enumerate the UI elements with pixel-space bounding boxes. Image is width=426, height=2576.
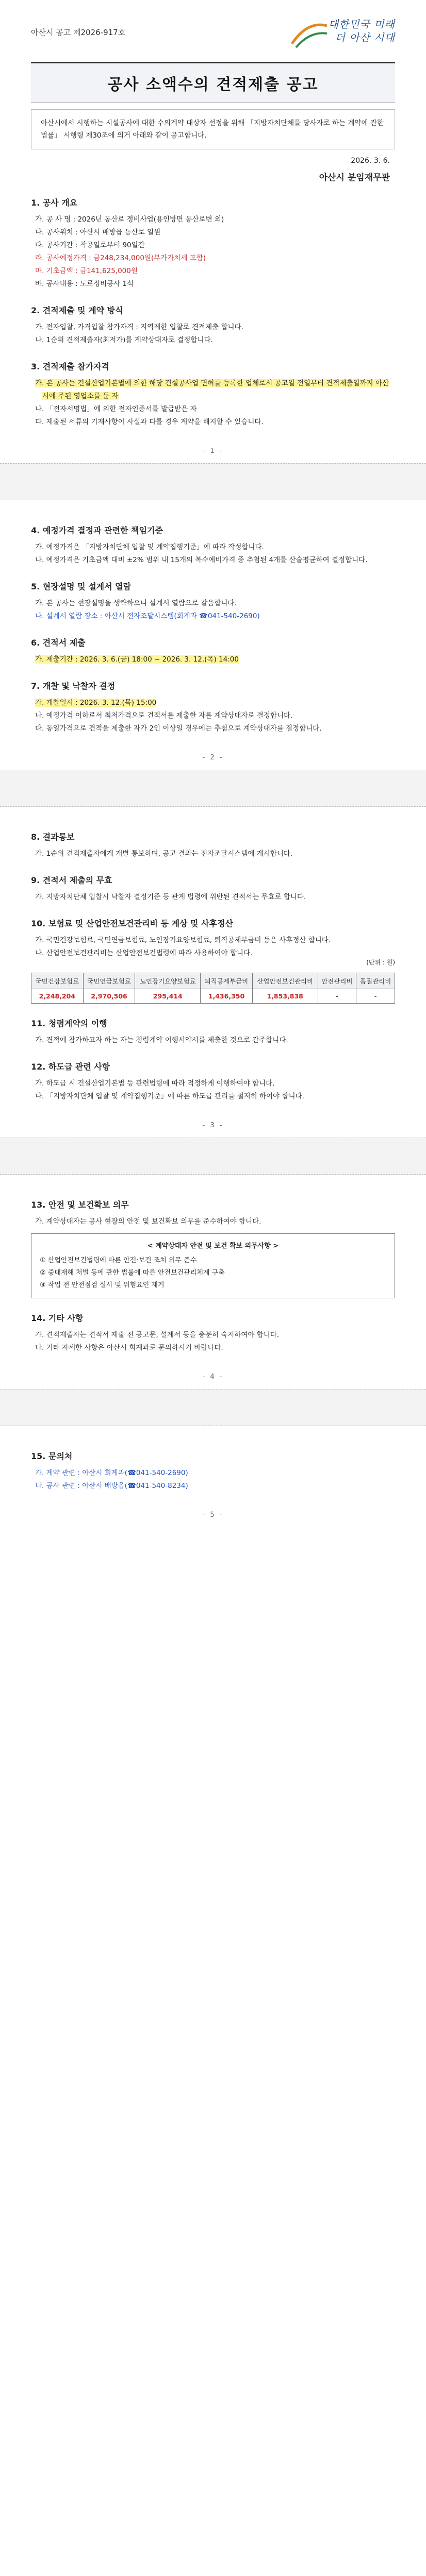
page-number: - 4 - — [202, 1373, 224, 1381]
table-header-cell: 퇴직공제부금비 — [201, 973, 253, 989]
section-10-item: 가. 국민건강보험료, 국민연금보험료, 노인장기요양보험료, 퇴직공제부금비 등은 사후정산 합니다. — [35, 936, 331, 944]
table-header-row — [31, 973, 395, 989]
section-11-title: 11. 청렴계약의 이행 — [31, 1019, 107, 1028]
section-1-item: 가. 공 사 명 : 2026년 동산로 정비사업(용인방면 동산로변 외) — [35, 215, 224, 224]
page-number: - 2 - — [202, 754, 224, 761]
page-divider — [0, 1138, 426, 1175]
section-6-title: 6. 견적서 제출 — [31, 638, 86, 648]
section-1-item: 나. 공사위치 : 아산시 배방읍 동산로 일원 — [35, 228, 161, 236]
section-12-title: 12. 하도급 관련 사항 — [31, 1062, 110, 1072]
section-2-title: 2. 견적제출 및 계약 방식 — [31, 306, 123, 315]
section-9-item: 가. 지방자치단체 입찰시 낙찰자 결정기준 등 관계 법령에 위반된 견적서는 무효로 합니다. — [35, 893, 306, 901]
section-12-item: 가. 하도급 시 건설산업기본법 등 관련법령에 따라 적정하게 이행하여야 합니다. — [35, 1079, 275, 1088]
section-10-title: 10. 보험료 및 산업안전보건관리비 등 계상 및 사후정산 — [31, 919, 233, 928]
section-14-item: 가. 견적제출자는 견적서 제출 전 공고문, 설계서 등을 충분히 숙지하여야 합니다. — [35, 1331, 280, 1339]
section-7-item: 나. 예정가격 이하로서 최저가격으로 견적서를 제출한 자를 계약상대자로 결정합니다. — [35, 711, 293, 720]
section-3-item: 나. 「전자서명법」에 의한 전자인증서를 발급받은 자 — [35, 405, 197, 413]
notice-date: 2026. 3. 6. — [351, 157, 390, 165]
section-3-title: 3. 견적제출 참가자격 — [31, 362, 109, 371]
table-header-cell: 노인장기요양보험료 — [135, 973, 201, 989]
city-logo — [287, 15, 395, 52]
section-2-item: 나. 1순위 견적제출자(최저가)를 계약상대자로 결정합니다. — [35, 336, 213, 344]
table-cell: 1,853,838 — [252, 989, 318, 1004]
table-cell: - — [356, 989, 395, 1004]
section-5-item: 가. 본 공사는 현장설명을 생략하오니 설계서 열람으로 갈음합니다. — [35, 599, 237, 607]
page-number: - 1 - — [202, 447, 224, 455]
safety-box-line: ① 산업안전보건법령에 따른 안전·보건 조치 의무 준수 — [40, 1257, 197, 1264]
section-12-item: 나. 「지방자치단체 입찰 및 계약집행기준」에 따른 하도급 관리를 철저히 하여야 합니다. — [35, 1092, 304, 1100]
table-cell: 1,436,350 — [201, 989, 253, 1004]
section-8-title: 8. 결과통보 — [31, 832, 75, 842]
safety-box-title: < 계약상대자 안전 및 보건 확보 의무사항 > — [147, 1242, 279, 1250]
section-5-item: 나. 설계서 열람 장소 : 아산시 전자조달시스템(회계과 ☎041-540-2690) — [35, 612, 260, 620]
section-1-item: 마. 기초금액 : 금141,625,000원 — [35, 267, 138, 275]
section-13-title: 13. 안전 및 보건확보 의무 — [31, 1200, 129, 1210]
section-15-item: 가. 계약 관련 : 아산시 회계과(☎041-540-2690) — [35, 1469, 188, 1477]
page-number: - 3 - — [202, 1122, 224, 1129]
safety-box-line: ③ 작업 전 안전점검 실시 및 위험요인 제거 — [40, 1281, 165, 1289]
table-cell: 295,414 — [135, 989, 201, 1004]
table-header-cell: 산업안전보건관리비 — [252, 973, 318, 989]
section-1-item: 바. 공사내용 : 도로정비공사 1식 — [35, 280, 134, 288]
issuer: 아산시 분임재무관 — [319, 173, 390, 183]
section-4-title: 4. 예정가격 결정과 관련한 책임기준 — [31, 526, 163, 535]
section-4-item: 나. 예정가격은 기초금액 대비 ±2% 범위 내 15개의 복수예비가격 중 추첨된 4개를 산술평균하여 결정합니다. — [35, 556, 368, 564]
section-10-item: 나. 산업안전보건관리비는 산업안전보건법령에 따라 사용하여야 합니다. — [35, 949, 253, 957]
table-cell: 2,970,506 — [83, 989, 135, 1004]
table-cell: 2,248,204 — [31, 989, 84, 1004]
intro-text: 아산시에서 시행하는 시설공사에 대한 수의계약 대상자 선정을 위해 「지방자치단체를 당사자로 하는 계약에 관한 법률」 시행령 제30조에 의거 아래와 같이 공고합니다. — [41, 119, 384, 140]
safety-box-line: ② 중대재해 처벌 등에 관한 법률에 따른 안전보건관리체계 구축 — [40, 1269, 225, 1277]
section-11-item: 가. 견적에 참가하고자 하는 자는 청렴계약 이행서약서를 제출한 것으로 간주합니다. — [35, 1036, 288, 1044]
title-box — [31, 62, 395, 103]
section-15-title: 15. 문의처 — [31, 1451, 73, 1461]
table-unit: (단위 : 원) — [366, 959, 395, 966]
page-number: - 5 - — [202, 1511, 224, 1519]
page-divider — [0, 463, 426, 500]
page-divider — [0, 1389, 426, 1426]
table-cell: - — [318, 989, 356, 1004]
header — [31, 15, 395, 62]
section-7-item: 가. 개찰일시 : 2026. 3. 12.(목) 15:00 — [35, 699, 157, 707]
table-header-cell: 안전관리비 — [318, 973, 356, 989]
section-5-title: 5. 현장설명 및 설계서 열람 — [31, 582, 132, 591]
section-15-item: 나. 공사 관련 : 아산시 배방읍(☎041-540-8234) — [35, 1482, 188, 1490]
section-7-item: 다. 동일가격으로 견적을 제출한 자가 2인 이상일 경우에는 추첨으로 계약상대자를 결정합니다. — [35, 724, 322, 733]
section-1-title: 1. 공사 개요 — [31, 198, 78, 208]
section-13-item: 가. 계약상대자는 공사 현장의 안전 및 보건확보 의무를 준수하여야 합니다. — [35, 1217, 261, 1226]
table-header-cell: 품질관리비 — [356, 973, 395, 989]
insurance-table — [31, 973, 395, 1004]
section-14-item: 나. 기타 자세한 사항은 아산시 회계과로 문의하시기 바랍니다. — [35, 1344, 223, 1352]
section-6-item: 가. 제출기간 : 2026. 3. 6.(금) 18:00 ~ 2026. 3. 12.(목) 14:00 — [35, 655, 239, 664]
table-header-cell: 국민건강보험료 — [31, 973, 84, 989]
section-1-item: 다. 공사기간 : 착공일로부터 90일간 — [35, 241, 145, 249]
section-7-title: 7. 개찰 및 낙찰자 결정 — [31, 681, 116, 691]
section-4-item: 가. 예정가격은 「지방자치단체 입찰 및 계약집행기준」에 따라 작성합니다. — [35, 543, 264, 551]
slogan-swoosh-icon — [287, 15, 328, 52]
page-title: 공사 소액수의 견적제출 공고 — [107, 76, 319, 94]
safety-duty-box — [31, 1233, 395, 1298]
table-row — [31, 989, 395, 1004]
intro-box — [31, 109, 395, 149]
section-8-item: 가. 1순위 견적제출자에게 개별 통보하며, 공고 결과는 전자조달시스템에 게시합니다. — [35, 850, 293, 858]
slogan-text: 대한민국 미래 더 아산 시대 — [328, 18, 395, 44]
section-3-item: 가. 본 공사는 건설산업기본법에 의한 해당 건설공사업 면허를 등록한 업체로서 공고일 전일부터 견적제출일까지 아산시에 주된 영업소를 둔 자 — [35, 379, 389, 400]
section-1-item: 라. 공사예정가격 : 금248,234,000원(부가가치세 포함) — [35, 254, 206, 262]
notice-number: 아산시 공고 제2026-917호 — [31, 28, 126, 37]
section-3-item: 다. 제출된 서류의 기재사항이 사실과 다를 경우 계약을 해지할 수 있습니다. — [35, 418, 264, 426]
page-divider — [0, 770, 426, 807]
section-2-item: 가. 전자입찰, 가격입찰 참가자격 : 지역제한 입찰로 견적제출 합니다. — [35, 323, 243, 331]
table-header-cell: 국민연금보험료 — [83, 973, 135, 989]
section-14-title: 14. 기타 사항 — [31, 1313, 84, 1323]
section-9-title: 9. 견적서 제출의 무효 — [31, 875, 112, 885]
